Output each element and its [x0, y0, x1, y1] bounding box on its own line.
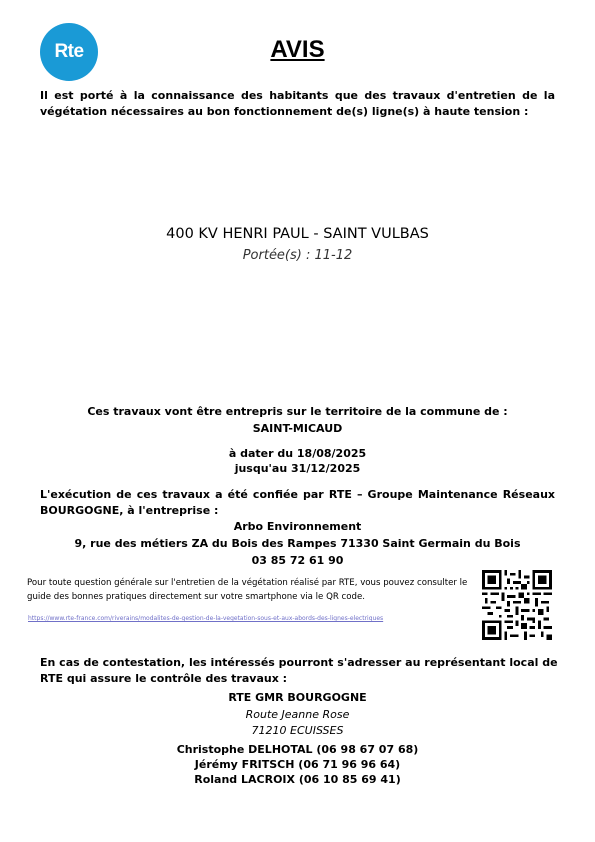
commune-intro: Ces travaux vont être entrepris sur le territoire de la commune de : [87, 405, 508, 418]
intro-text: Il est porté à la connaissance des habitants que des travaux d'entretien de la végétation nécessaires au bon fonctionnement de(s) ligne(s) à haute tension : [40, 89, 555, 118]
logo-text: Rte [54, 41, 84, 62]
contact-lacroix: Roland LACROIX (06 10 85 69 41) [194, 773, 401, 786]
rte-local-street: Route Jeanne Rose [245, 708, 350, 721]
execution-text: L'exécution de ces travaux a été confiée par RTE – Groupe Maintenance Réseaux BOURGOGNE, à l'entreprise : [40, 488, 555, 517]
contact-fritsch: Jérémy FRITSCH (06 71 96 96 64) [194, 758, 401, 771]
company-phone: 03 85 72 61 90 [251, 554, 344, 567]
date-from: à dater du 18/08/2025 [228, 447, 367, 460]
contestation-text: En cas de contestation, les intéressés pourront s'adresser au représentant local de RTE qui assure le contrôle des travaux : [40, 656, 558, 685]
guide-text: Pour toute question générale sur l'entretien de la végétation réalisé par RTE, vous pouvez consulter le guide des bonnes pratiques directement sur votre smartphone via le QR code. [27, 578, 468, 602]
company-name: Arbo Environnement [233, 520, 362, 533]
commune-name: SAINT-MICAUD [252, 422, 343, 435]
contact-delhotal: Christophe DELHOTAL (06 98 67 07 68) [176, 743, 419, 756]
qr-code-icon[interactable] [482, 570, 552, 640]
guide-link[interactable]: https://www.rte-france.com/riverains/modalites-de-gestion-de-la-vegetation-sous-et-aux-abords-des-lignes-electriques [28, 615, 384, 622]
power-line-name: 400 KV HENRI PAUL - SAINT VULBAS [166, 226, 429, 242]
rte-local-city: 71210 ECUISSES [251, 724, 344, 737]
date-to: jusqu'au 31/12/2025 [234, 462, 361, 475]
span-numbers: Portée(s) : 11-12 [242, 248, 353, 263]
page-title: AVIS [270, 36, 325, 63]
company-address: 9, rue des métiers ZA du Bois des Rampes 71330 Saint Germain du Bois [74, 537, 521, 550]
rte-local-name: RTE GMR BOURGOGNE [228, 691, 367, 704]
